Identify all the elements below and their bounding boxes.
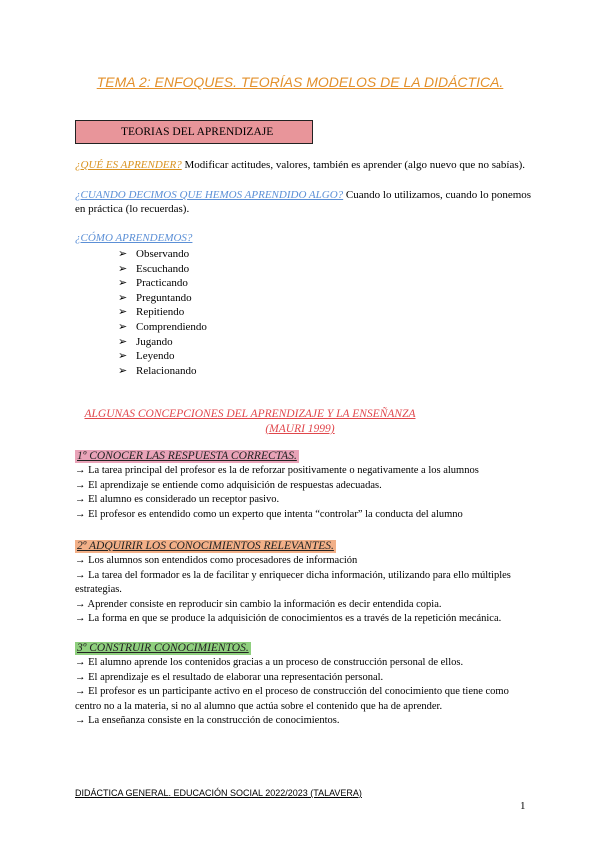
list-item: → La tarea principal del profesor es la de reforzar positivamente o negativamente a los alumnos xyxy=(75,465,479,476)
section-heading-3: 3º CONSTRUIR CONOCIMIENTOS. xyxy=(77,642,249,654)
list-item: ➢ Practicando xyxy=(118,277,188,290)
list-item: ➢ Leyendo xyxy=(118,350,175,363)
question-label: ¿CÓMO APRENDEMOS? xyxy=(75,232,193,244)
question-what-is-learning xyxy=(75,158,535,172)
arrow-bullet-icon: ➢ xyxy=(118,306,128,319)
section-author: (MAURI 1999) xyxy=(265,423,335,435)
list-item: ➢ Jugando xyxy=(118,335,173,348)
boxed-heading: TEORIAS DEL APRENDIZAJE xyxy=(75,120,313,144)
section-items-3 xyxy=(75,656,530,729)
section-title: ALGUNAS CONCEPCIONES DEL APRENDIZAJE Y LA ENSEÑANZA xyxy=(84,408,416,420)
list-item: → Aprender consiste en reproducir sin cambio la información es decir entendida copia. xyxy=(75,598,442,610)
arrow-bullet-icon: ➢ xyxy=(118,262,128,275)
arrow-bullet-icon: ➢ xyxy=(118,291,128,304)
list-item: → El aprendizaje se entiende como adquisición de respuestas adecuadas. xyxy=(75,479,382,491)
arrow-bullet-icon: ➢ xyxy=(118,350,128,363)
list-item: → El alumno aprende los contenidos gracias a un proceso de construcción personal de ellos. xyxy=(75,657,464,668)
arrow-bullet-icon: ➢ xyxy=(118,364,128,377)
section-items-1 xyxy=(75,464,530,522)
list-item: ➢ Repitiendo xyxy=(118,306,185,319)
page-number: 1 xyxy=(520,800,526,812)
section-items-2 xyxy=(75,554,530,627)
list-item: ➢ Relacionando xyxy=(118,364,197,377)
list-item: → El profesor es un participante activo en el proceso de construcción del conocimiento que tiene como centro no a la materia, si no al alumno que actúa sobre el contenido que ha de aprender. xyxy=(75,686,509,712)
arrow-bullet-icon: ➢ xyxy=(118,335,128,348)
arrow-bullet-icon: ➢ xyxy=(118,277,128,290)
list-item: → El alumno es considerado un receptor pasivo. xyxy=(75,494,280,505)
question-answer: Modificar actitudes, valores, también es aprender (algo nuevo que no sabías). xyxy=(181,159,526,171)
section-heading-2: 2º ADQUIRIR LOS CONOCIMIENTOS RELEVANTES. xyxy=(77,540,334,552)
page-footer: DIDÁCTICA GENERAL. EDUCACIÓN SOCIAL 2022/2023 (TALAVERA) xyxy=(75,788,362,798)
arrow-bullet-icon: ➢ xyxy=(118,320,128,333)
question-answer: Cuando lo utilizamos, cuando lo ponemos en práctica (lo recuerdas). xyxy=(75,189,532,215)
arrow-bullet-icon: ➢ xyxy=(118,248,128,260)
list-item: → Los alumnos son entendidos como procesadores de información xyxy=(75,555,358,566)
list-item: ➢ Observando xyxy=(118,248,190,260)
list-item: ➢ Preguntando xyxy=(118,291,192,304)
list-item: ➢ Escuchando xyxy=(118,262,190,275)
list-item: → La enseñanza consiste en la construcción de conocimientos. xyxy=(75,715,340,726)
list-item: ➢ Comprendiendo xyxy=(118,320,207,333)
question-when-learned xyxy=(75,188,535,216)
list-item: → El aprendizaje es el resultado de elaborar una representación personal. xyxy=(75,671,384,683)
document-title: TEMA 2: ENFOQUES. TEORÍAS MODELOS DE LA DIDÁCTICA. xyxy=(96,74,504,90)
list-item: → La tarea del formador es la de facilitar y enriquecer dicha información, utilizando para ello múltiples estrategias. xyxy=(75,569,511,595)
list-item: → El profesor es entendido como un experto que intenta “controlar” la conducta del alumno xyxy=(75,508,463,520)
question-label: ¿CUANDO DECIMOS QUE HEMOS APRENDIDO ALGO? xyxy=(75,189,344,201)
question-label: ¿QUÉ ES APRENDER? xyxy=(75,159,182,171)
question-how-learn xyxy=(75,231,535,245)
list-item: → La forma en que se produce la adquisición de conocimientos es a través de la repetición mecánica. xyxy=(75,613,502,624)
ways-list xyxy=(118,247,207,378)
section-heading-1: 1º CONOCER LAS RESPUESTA CORRECTAS. xyxy=(77,450,297,462)
